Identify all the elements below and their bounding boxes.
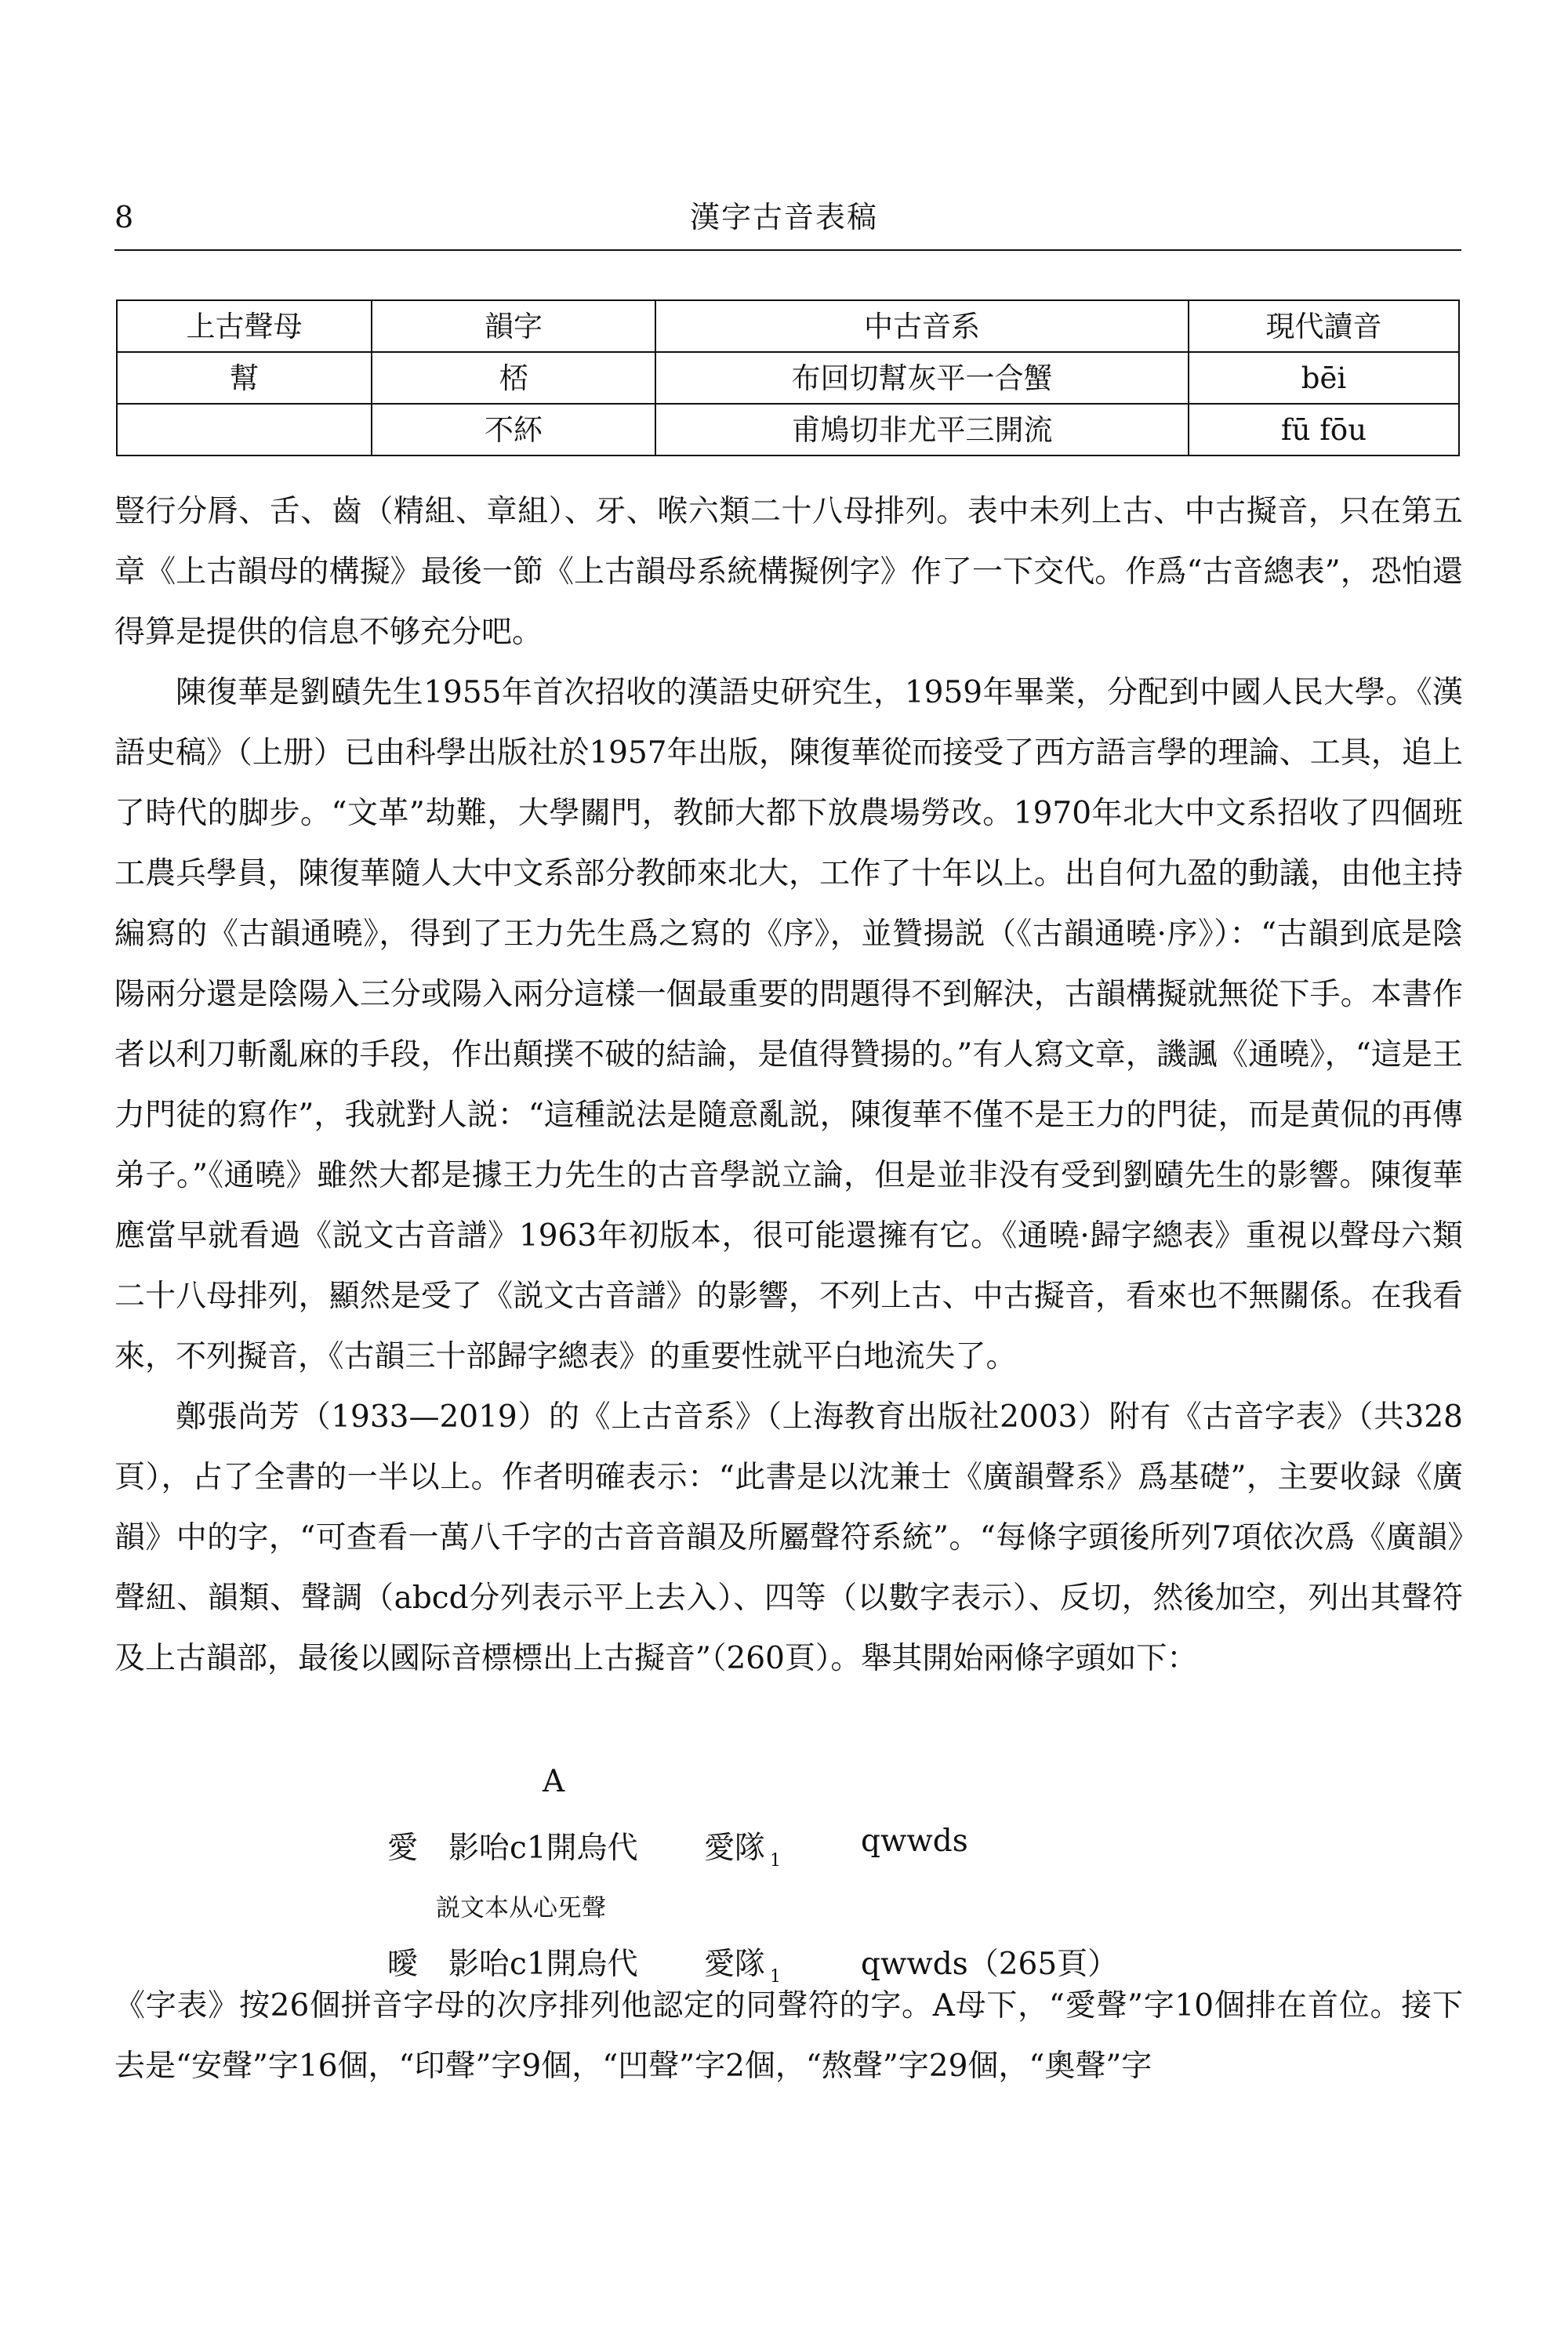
table-row (117, 404, 1459, 456)
paragraph-zhengzhang: 鄭張尚芳（1933—2019）的《上古音系》（上海教育出版社2003）附有《古音字表》（共328頁），占了全書的一半以上。作者明確表示：“此書是以沈兼士《廣韻聲系》爲基礎”，主要收録《廣韻》中的字，“可查看一萬八千字的古音音韻及所屬聲符系統”。“每條字頭後所列7項依次爲《廣韻》聲紐、韻類、聲調（abcd分列表示平上去入）、四等（以數字表示）、反切，然後加空，列出其聲符及上古韻部，最後以國际音標標出上古擬音”（260頁）。舉其開始兩條字頭如下： (114, 1399, 1463, 1676)
example-note: 説文本从心旡聲 (436, 1894, 606, 1922)
table-header-row (117, 300, 1459, 352)
running-title: 漢字古音表稿 (689, 200, 878, 234)
column-header-rhyme-character: 韻字 (372, 300, 655, 352)
table-cell: 布回切幫灰平一合蟹 (655, 352, 1189, 404)
reading-table (116, 299, 1460, 456)
tail-text (114, 1976, 1463, 2096)
body-text (114, 481, 1463, 1689)
paragraph-character-table: 《字表》按26個拼音字母的次序排列他認定的同聲符的字。A母下，“愛聲”字10個排在首位。接下去是“安聲”字16個，“印聲”字9個，“凹聲”字2個，“熬聲”字29個，“奧聲”字 (114, 1988, 1463, 2084)
table-cell: 不紑 (372, 404, 655, 456)
reading-table-container (116, 299, 1458, 456)
example-entry (0, 1824, 1568, 1871)
table-cell: bēi (1189, 352, 1459, 404)
table-row (117, 352, 1459, 404)
page-number: 8 (114, 200, 134, 234)
table-cell: 甫鳩切非尤平三開流 (655, 404, 1189, 456)
table-cell: 幫 (117, 352, 372, 404)
column-header-middle-chinese: 中古音系 (655, 300, 1189, 352)
entry-phonology: 影咍c1開烏代 (448, 1947, 638, 1982)
entry-reconstruction: qwwds（265頁） (861, 1947, 1119, 1982)
entry-series: 愛隊 $_1$ (704, 1947, 782, 1987)
paragraph-continuation: 豎行分脣、舌、齒（精組、章組）、牙、喉六類二十八母排列。表中未列上古、中古擬音，只在第五章《上古韻母的構擬》最後一節《上古韻母系統構擬例字》作了一下交代。作爲“古音總表”，恐怕還得算是提供的信息不够充分吧。 (114, 494, 1463, 650)
header-rule (114, 249, 1461, 251)
entry-headword: 曖 (387, 1947, 419, 1982)
table-cell (117, 404, 372, 456)
entry-series: 愛隊 $_1$ (704, 1831, 782, 1871)
entry-reconstruction: qwwds (861, 1824, 968, 1859)
example-section-letter: A (543, 1764, 565, 1799)
table-cell: fū fōu (1189, 404, 1459, 456)
column-header-archaic-initial: 上古聲母 (117, 300, 372, 352)
table-cell: 桮 (372, 352, 655, 404)
paragraph-chen-fuhua: 陳復華是劉賾先生1955年首次招收的漢語史研究生，1959年畢業，分配到中國人民大學。《漢語史稿》（上册）已由科學出版社於1957年出版，陳復華從而接受了西方語言學的理論、工具，追上了時代的脚步。“文革”劫難，大學關門，教師大都下放農場勞改。1970年北大中文系招收了四個班工農兵學員，陳復華隨人大中文系部分教師來北大，工作了十年以上。出自何九盈的動議，由他主持編寫的《古韻通曉》，得到了王力先生爲之寫的《序》，並贊揚説（《古韻通曉·序》）：“古韻到底是陰陽兩分還是陰陽入三分或陽入兩分這樣一個最重要的問題得不到解決，古韻構擬就無從下手。本書作者以利刀斬亂麻的手段，作出顛撲不破的結論，是值得贊揚的。”有人寫文章，譏諷《通曉》，“這是王力門徒的寫作”，我就對人説：“這種説法是隨意亂説，陳復華不僅不是王力的門徒，而是黄侃的再傳弟子。”《通曉》雖然大都是據王力先生的古音學説立論，但是並非没有受到劉賾先生的影響。陳復華應當早就看過《説文古音譜》1963年初版本，很可能還擁有它。《通曉·歸字總表》重視以聲母六類二十八母排列，顯然是受了《説文古音譜》的影響，不列上古、中古擬音，看來也不無關係。在我看來，不列擬音，《古韻三十部歸字總表》的重要性就平白地流失了。 (114, 675, 1463, 1374)
column-header-modern-reading: 現代讀音 (1189, 300, 1459, 352)
entry-headword: 愛 (387, 1831, 419, 1866)
entry-phonology: 影咍c1開烏代 (448, 1831, 638, 1866)
